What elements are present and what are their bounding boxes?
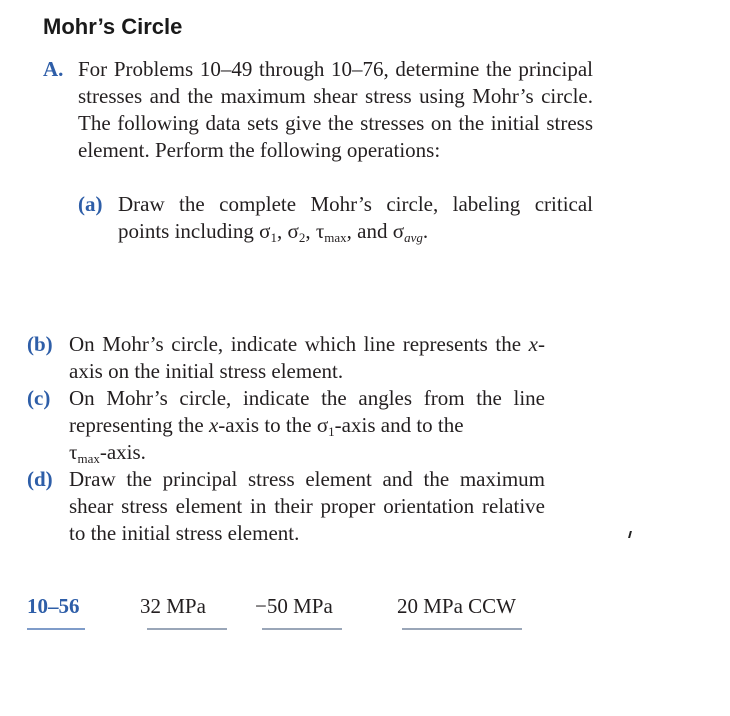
sigma-x-value: 32 MPa: [140, 594, 206, 618]
part-a-item-a: [78, 191, 593, 245]
item-d-text: Draw the principal stress element and the maximum shear stress element in their proper orientation relative to the initial stress element.: [69, 467, 545, 545]
stray-mark: [628, 531, 632, 538]
item-c-text: On Mohr’s circle, indicate the angles from the line representing the x-axis to the $\sigma_1$-axis and to the $\tau_{max}$-axis.: [69, 386, 545, 466]
part-a-label: A.: [43, 57, 64, 81]
item-b-label: (b): [27, 332, 53, 356]
part-a-instructions: [43, 56, 593, 164]
item-c-label: (c): [27, 386, 51, 410]
sigma-symbol: σ: [392, 219, 405, 243]
item-b-text: On Mohr’s circle, indicate which line represents the x-axis on the initial stress element.: [69, 332, 545, 383]
problem-id: 10–56: [27, 594, 80, 618]
part-a-text: For Problems 10–49 through 10–76, determine the principal stresses and the maximum shear stress using Mohr’s circle. The following data sets give the stresses on the initial stress element. Perform the following operations:: [78, 57, 593, 162]
part-a-item-b: [27, 331, 545, 385]
item-d-label: (d): [27, 467, 53, 491]
item-a-label: (a): [78, 192, 103, 216]
tau-xy-value: 20 MPa CCW: [397, 594, 517, 618]
cropped-next-row: [27, 626, 527, 632]
part-a-item-c: [27, 385, 545, 466]
sigma-symbol: σ: [316, 413, 329, 437]
tau-symbol: τ: [315, 219, 325, 243]
section-heading: Mohr’s Circle: [43, 14, 183, 39]
item-a-text: Draw the complete Mohr’s circle, labeling critical points including $\sigma_1$, $\sigma_2$, $\tau_{max}$, and $\sigma_{avg}$.: [118, 192, 593, 245]
part-a-item-d: [27, 466, 545, 547]
sigma-symbol: σ: [287, 219, 299, 243]
sigma-symbol: σ: [259, 219, 271, 243]
tau-symbol: τ: [69, 440, 78, 464]
sigma-y-value: −50 MPa: [255, 594, 333, 618]
